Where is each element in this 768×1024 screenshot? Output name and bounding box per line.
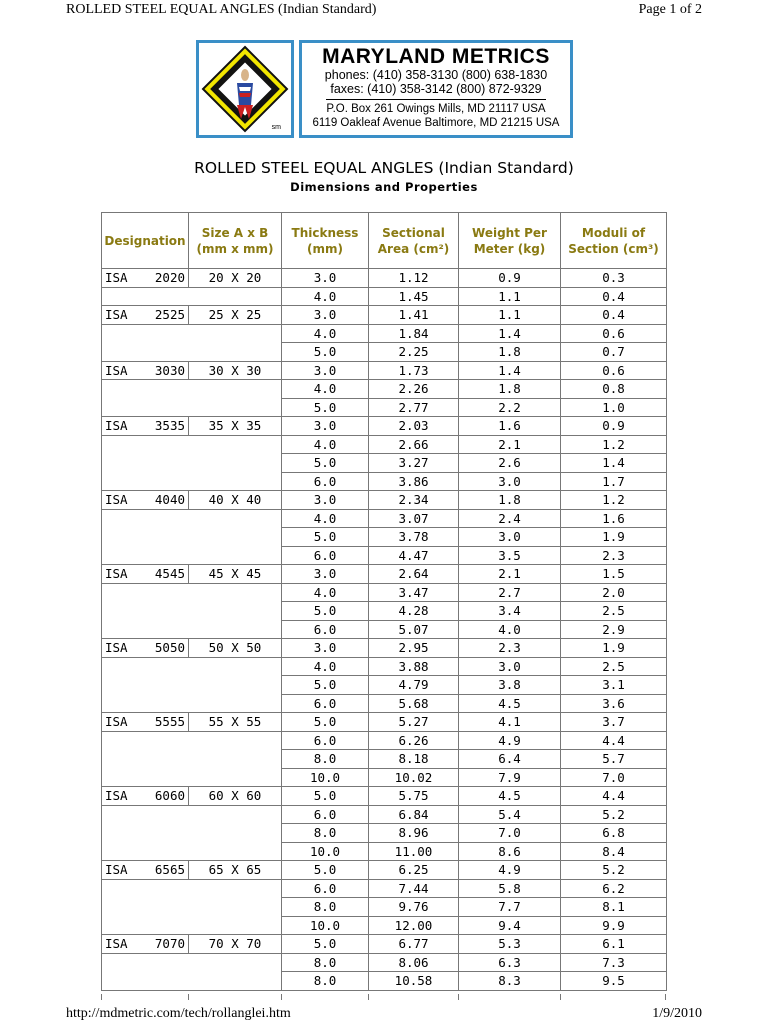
merged-blank-cell bbox=[102, 879, 282, 935]
weight-cell: 2.1 bbox=[459, 435, 561, 454]
table-row bbox=[102, 731, 667, 750]
document-title: ROLLED STEEL EQUAL ANGLES (Indian Standard) bbox=[194, 159, 574, 177]
thickness-cell: 5.0 bbox=[282, 454, 369, 473]
area-cell: 2.25 bbox=[369, 343, 459, 362]
thickness-cell: 5.0 bbox=[282, 676, 369, 695]
thickness-cell: 5.0 bbox=[282, 787, 369, 806]
weight-cell: 0.9 bbox=[459, 269, 561, 288]
moduli-cell: 9.5 bbox=[561, 972, 667, 991]
designation-code: 5555 bbox=[154, 714, 185, 730]
designation-cell bbox=[102, 861, 189, 880]
moduli-cell: 7.0 bbox=[561, 768, 667, 787]
weight-cell: 2.3 bbox=[459, 639, 561, 658]
area-cell: 1.45 bbox=[369, 287, 459, 306]
document-subtitle: Dimensions and Properties bbox=[290, 180, 478, 194]
weight-cell: 2.2 bbox=[459, 398, 561, 417]
merged-blank-cell bbox=[102, 583, 282, 639]
area-cell: 2.26 bbox=[369, 380, 459, 399]
company-phones: phones: (410) 358-3130 (800) 638-1830 bbox=[324, 68, 548, 82]
thickness-cell: 5.0 bbox=[282, 935, 369, 954]
weight-cell: 4.0 bbox=[459, 620, 561, 639]
area-cell: 2.03 bbox=[369, 417, 459, 436]
designation-cell bbox=[102, 361, 189, 380]
area-cell: 1.84 bbox=[369, 324, 459, 343]
weight-cell: 1.1 bbox=[459, 287, 561, 306]
designation-code: 7070 bbox=[154, 936, 185, 952]
moduli-cell: 8.4 bbox=[561, 842, 667, 861]
weight-cell: 2.1 bbox=[459, 565, 561, 584]
table-row bbox=[102, 509, 667, 528]
table-header-row bbox=[102, 213, 667, 269]
designation-code: 6060 bbox=[154, 788, 185, 804]
area-cell: 1.73 bbox=[369, 361, 459, 380]
moduli-cell: 1.4 bbox=[561, 454, 667, 473]
area-cell: 3.47 bbox=[369, 583, 459, 602]
weight-cell: 2.4 bbox=[459, 509, 561, 528]
weight-cell: 3.0 bbox=[459, 657, 561, 676]
moduli-cell: 2.9 bbox=[561, 620, 667, 639]
weight-cell: 8.3 bbox=[459, 972, 561, 991]
area-cell: 3.07 bbox=[369, 509, 459, 528]
table-continuation bbox=[101, 994, 666, 1000]
area-cell: 10.58 bbox=[369, 972, 459, 991]
designation-prefix: ISA bbox=[105, 788, 128, 804]
weight-cell: 4.9 bbox=[459, 861, 561, 880]
merged-blank-cell bbox=[102, 509, 282, 565]
page-number: Page 1 of 2 bbox=[638, 2, 702, 17]
designation-code: 2525 bbox=[154, 307, 185, 323]
table-row bbox=[102, 361, 667, 380]
area-cell: 12.00 bbox=[369, 916, 459, 935]
size-cell: 35 X 35 bbox=[189, 417, 282, 436]
company-info-box bbox=[299, 40, 573, 138]
designation-prefix: ISA bbox=[105, 862, 128, 878]
area-cell: 3.88 bbox=[369, 657, 459, 676]
header-moduli-of-section: Moduli of Section (cm³) bbox=[561, 213, 667, 269]
thickness-cell: 5.0 bbox=[282, 713, 369, 732]
thickness-cell: 4.0 bbox=[282, 657, 369, 676]
moduli-cell: 4.4 bbox=[561, 787, 667, 806]
designation-code: 3030 bbox=[154, 362, 185, 378]
size-cell: 70 X 70 bbox=[189, 935, 282, 954]
moduli-cell: 1.7 bbox=[561, 472, 667, 491]
weight-cell: 7.9 bbox=[459, 768, 561, 787]
company-address-street: 6119 Oakleaf Avenue Baltimore, MD 21215 USA bbox=[312, 117, 560, 129]
area-cell: 4.47 bbox=[369, 546, 459, 565]
designation-prefix: ISA bbox=[105, 640, 128, 656]
designation-cell bbox=[102, 935, 189, 954]
area-cell: 11.00 bbox=[369, 842, 459, 861]
weight-cell: 3.0 bbox=[459, 472, 561, 491]
thickness-cell: 6.0 bbox=[282, 731, 369, 750]
moduli-cell: 6.2 bbox=[561, 879, 667, 898]
size-cell: 25 X 25 bbox=[189, 306, 282, 325]
weight-cell: 7.0 bbox=[459, 824, 561, 843]
moduli-cell: 1.2 bbox=[561, 435, 667, 454]
area-cell: 2.64 bbox=[369, 565, 459, 584]
table-row bbox=[102, 953, 667, 972]
size-cell: 30 X 30 bbox=[189, 361, 282, 380]
weight-cell: 3.8 bbox=[459, 676, 561, 695]
moduli-cell: 1.6 bbox=[561, 509, 667, 528]
page-header-title: ROLLED STEEL EQUAL ANGLES (Indian Standard) bbox=[66, 2, 377, 17]
designation-cell bbox=[102, 269, 189, 288]
size-cell: 65 X 65 bbox=[189, 861, 282, 880]
table-row bbox=[102, 269, 667, 288]
designation-prefix: ISA bbox=[105, 936, 128, 952]
thickness-cell: 6.0 bbox=[282, 879, 369, 898]
designation-code: 6565 bbox=[154, 862, 185, 878]
area-cell: 3.27 bbox=[369, 454, 459, 473]
weight-cell: 3.0 bbox=[459, 528, 561, 547]
weight-cell: 1.1 bbox=[459, 306, 561, 325]
area-cell: 5.75 bbox=[369, 787, 459, 806]
company-address-po: P.O. Box 261 Owings Mills, MD 21117 USA bbox=[326, 103, 546, 115]
designation-prefix: ISA bbox=[105, 418, 128, 434]
size-cell: 45 X 45 bbox=[189, 565, 282, 584]
designation-code: 4545 bbox=[154, 566, 185, 582]
weight-cell: 4.9 bbox=[459, 731, 561, 750]
thickness-cell: 10.0 bbox=[282, 916, 369, 935]
moduli-cell: 0.9 bbox=[561, 417, 667, 436]
thickness-cell: 6.0 bbox=[282, 620, 369, 639]
table-row bbox=[102, 287, 667, 306]
thickness-cell: 4.0 bbox=[282, 287, 369, 306]
weight-cell: 1.6 bbox=[459, 417, 561, 436]
merged-blank-cell bbox=[102, 805, 282, 861]
weight-cell: 5.3 bbox=[459, 935, 561, 954]
header-sectional-area: Sectional Area (cm²) bbox=[369, 213, 459, 269]
moduli-cell: 6.1 bbox=[561, 935, 667, 954]
moduli-cell: 8.1 bbox=[561, 898, 667, 917]
merged-blank-cell bbox=[102, 435, 282, 491]
moduli-cell: 5.2 bbox=[561, 805, 667, 824]
weight-cell: 1.4 bbox=[459, 324, 561, 343]
weight-cell: 2.7 bbox=[459, 583, 561, 602]
designation-cell bbox=[102, 565, 189, 584]
footer-date: 1/9/2010 bbox=[652, 1006, 702, 1021]
designation-cell bbox=[102, 491, 189, 510]
size-cell: 60 X 60 bbox=[189, 787, 282, 806]
designation-prefix: ISA bbox=[105, 362, 128, 378]
area-cell: 2.66 bbox=[369, 435, 459, 454]
designation-cell bbox=[102, 713, 189, 732]
designation-cell bbox=[102, 306, 189, 325]
thickness-cell: 4.0 bbox=[282, 380, 369, 399]
merged-blank-cell bbox=[102, 953, 282, 990]
moduli-cell: 2.5 bbox=[561, 602, 667, 621]
thickness-cell: 4.0 bbox=[282, 435, 369, 454]
company-logo bbox=[196, 40, 294, 138]
moduli-cell: 0.3 bbox=[561, 269, 667, 288]
weight-cell: 3.4 bbox=[459, 602, 561, 621]
weight-cell: 4.1 bbox=[459, 713, 561, 732]
area-cell: 3.78 bbox=[369, 528, 459, 547]
header-thickness: Thickness (mm) bbox=[282, 213, 369, 269]
thickness-cell: 10.0 bbox=[282, 842, 369, 861]
weight-cell: 3.5 bbox=[459, 546, 561, 565]
thickness-cell: 4.0 bbox=[282, 583, 369, 602]
table-row bbox=[102, 935, 667, 954]
moduli-cell: 0.6 bbox=[561, 361, 667, 380]
table-body bbox=[102, 269, 667, 991]
footer-url: http://mdmetric.com/tech/rollanglei.htm bbox=[66, 1006, 291, 1021]
thickness-cell: 8.0 bbox=[282, 824, 369, 843]
designation-prefix: ISA bbox=[105, 566, 128, 582]
moduli-cell: 5.2 bbox=[561, 861, 667, 880]
weight-cell: 4.5 bbox=[459, 694, 561, 713]
designation-prefix: ISA bbox=[105, 714, 128, 730]
weight-cell: 6.4 bbox=[459, 750, 561, 769]
weight-cell: 8.6 bbox=[459, 842, 561, 861]
area-cell: 6.26 bbox=[369, 731, 459, 750]
area-cell: 8.18 bbox=[369, 750, 459, 769]
designation-prefix: ISA bbox=[105, 270, 128, 286]
area-cell: 2.34 bbox=[369, 491, 459, 510]
thickness-cell: 5.0 bbox=[282, 528, 369, 547]
area-cell: 9.76 bbox=[369, 898, 459, 917]
moduli-cell: 3.7 bbox=[561, 713, 667, 732]
merged-blank-cell bbox=[102, 380, 282, 417]
area-cell: 5.07 bbox=[369, 620, 459, 639]
weight-cell: 9.4 bbox=[459, 916, 561, 935]
area-cell: 5.27 bbox=[369, 713, 459, 732]
moduli-cell: 6.8 bbox=[561, 824, 667, 843]
thickness-cell: 3.0 bbox=[282, 306, 369, 325]
size-cell: 20 X 20 bbox=[189, 269, 282, 288]
thickness-cell: 6.0 bbox=[282, 472, 369, 491]
moduli-cell: 4.4 bbox=[561, 731, 667, 750]
weight-cell: 2.6 bbox=[459, 454, 561, 473]
thickness-cell: 3.0 bbox=[282, 491, 369, 510]
area-cell: 4.79 bbox=[369, 676, 459, 695]
table-row bbox=[102, 435, 667, 454]
thickness-cell: 5.0 bbox=[282, 398, 369, 417]
thickness-cell: 6.0 bbox=[282, 546, 369, 565]
thickness-cell: 5.0 bbox=[282, 861, 369, 880]
weight-cell: 6.3 bbox=[459, 953, 561, 972]
moduli-cell: 2.3 bbox=[561, 546, 667, 565]
designation-prefix: ISA bbox=[105, 307, 128, 323]
table-row bbox=[102, 306, 667, 325]
weight-cell: 1.8 bbox=[459, 343, 561, 362]
table-row bbox=[102, 805, 667, 824]
moduli-cell: 7.3 bbox=[561, 953, 667, 972]
moduli-cell: 0.6 bbox=[561, 324, 667, 343]
moduli-cell: 3.6 bbox=[561, 694, 667, 713]
moduli-cell: 1.9 bbox=[561, 528, 667, 547]
area-cell: 2.77 bbox=[369, 398, 459, 417]
thickness-cell: 6.0 bbox=[282, 694, 369, 713]
table-row bbox=[102, 639, 667, 658]
area-cell: 4.28 bbox=[369, 602, 459, 621]
area-cell: 5.68 bbox=[369, 694, 459, 713]
thickness-cell: 4.0 bbox=[282, 324, 369, 343]
merged-blank-cell bbox=[102, 324, 282, 361]
service-mark: sm bbox=[271, 124, 281, 131]
thickness-cell: 4.0 bbox=[282, 509, 369, 528]
thickness-cell: 8.0 bbox=[282, 898, 369, 917]
divider bbox=[326, 99, 546, 100]
weight-cell: 5.4 bbox=[459, 805, 561, 824]
moduli-cell: 0.7 bbox=[561, 343, 667, 362]
area-cell: 6.25 bbox=[369, 861, 459, 880]
area-cell: 1.41 bbox=[369, 306, 459, 325]
weight-cell: 7.7 bbox=[459, 898, 561, 917]
area-cell: 6.77 bbox=[369, 935, 459, 954]
thickness-cell: 5.0 bbox=[282, 343, 369, 362]
designation-code: 5050 bbox=[154, 640, 185, 656]
weight-cell: 1.8 bbox=[459, 380, 561, 399]
designation-cell bbox=[102, 417, 189, 436]
weight-cell: 4.5 bbox=[459, 787, 561, 806]
moduli-cell: 0.4 bbox=[561, 287, 667, 306]
designation-code: 2020 bbox=[154, 270, 185, 286]
merged-blank-cell bbox=[102, 287, 282, 306]
thickness-cell: 3.0 bbox=[282, 361, 369, 380]
moduli-cell: 1.9 bbox=[561, 639, 667, 658]
table-row bbox=[102, 861, 667, 880]
thickness-cell: 8.0 bbox=[282, 972, 369, 991]
designation-cell bbox=[102, 787, 189, 806]
table-row bbox=[102, 583, 667, 602]
company-faxes: faxes: (410) 358-3142 (800) 872-9329 bbox=[330, 82, 542, 96]
thickness-cell: 3.0 bbox=[282, 639, 369, 658]
thickness-cell: 10.0 bbox=[282, 768, 369, 787]
header-size: Size A x B (mm x mm) bbox=[189, 213, 282, 269]
designation-code: 3535 bbox=[154, 418, 185, 434]
table-row bbox=[102, 491, 667, 510]
size-cell: 55 X 55 bbox=[189, 713, 282, 732]
moduli-cell: 1.2 bbox=[561, 491, 667, 510]
thickness-cell: 8.0 bbox=[282, 953, 369, 972]
area-cell: 7.44 bbox=[369, 879, 459, 898]
moduli-cell: 1.5 bbox=[561, 565, 667, 584]
size-cell: 50 X 50 bbox=[189, 639, 282, 658]
table-row bbox=[102, 565, 667, 584]
header-weight-per-meter: Weight Per Meter (kg) bbox=[459, 213, 561, 269]
designation-code: 4040 bbox=[154, 492, 185, 508]
thickness-cell: 6.0 bbox=[282, 805, 369, 824]
moduli-cell: 0.8 bbox=[561, 380, 667, 399]
size-cell: 40 X 40 bbox=[189, 491, 282, 510]
area-cell: 8.96 bbox=[369, 824, 459, 843]
area-cell: 2.95 bbox=[369, 639, 459, 658]
area-cell: 1.12 bbox=[369, 269, 459, 288]
moduli-cell: 2.0 bbox=[561, 583, 667, 602]
weight-cell: 1.4 bbox=[459, 361, 561, 380]
moduli-cell: 9.9 bbox=[561, 916, 667, 935]
table-row bbox=[102, 324, 667, 343]
thickness-cell: 3.0 bbox=[282, 565, 369, 584]
logo-emblem-icon bbox=[199, 43, 291, 135]
table-row bbox=[102, 879, 667, 898]
moduli-cell: 1.0 bbox=[561, 398, 667, 417]
area-cell: 6.84 bbox=[369, 805, 459, 824]
table-row bbox=[102, 657, 667, 676]
table-row bbox=[102, 713, 667, 732]
table-row bbox=[102, 380, 667, 399]
area-cell: 10.02 bbox=[369, 768, 459, 787]
table-row bbox=[102, 417, 667, 436]
company-name: MARYLAND METRICS bbox=[322, 45, 550, 68]
area-cell: 8.06 bbox=[369, 953, 459, 972]
header-designation: Designation bbox=[102, 213, 189, 269]
designation-cell bbox=[102, 639, 189, 658]
moduli-cell: 5.7 bbox=[561, 750, 667, 769]
thickness-cell: 5.0 bbox=[282, 602, 369, 621]
moduli-cell: 3.1 bbox=[561, 676, 667, 695]
moduli-cell: 0.4 bbox=[561, 306, 667, 325]
merged-blank-cell bbox=[102, 657, 282, 713]
thickness-cell: 3.0 bbox=[282, 269, 369, 288]
designation-prefix: ISA bbox=[105, 492, 128, 508]
thickness-cell: 3.0 bbox=[282, 417, 369, 436]
weight-cell: 1.8 bbox=[459, 491, 561, 510]
properties-table bbox=[101, 212, 667, 991]
table-row bbox=[102, 787, 667, 806]
moduli-cell: 2.5 bbox=[561, 657, 667, 676]
merged-blank-cell bbox=[102, 731, 282, 787]
weight-cell: 5.8 bbox=[459, 879, 561, 898]
area-cell: 3.86 bbox=[369, 472, 459, 491]
thickness-cell: 8.0 bbox=[282, 750, 369, 769]
